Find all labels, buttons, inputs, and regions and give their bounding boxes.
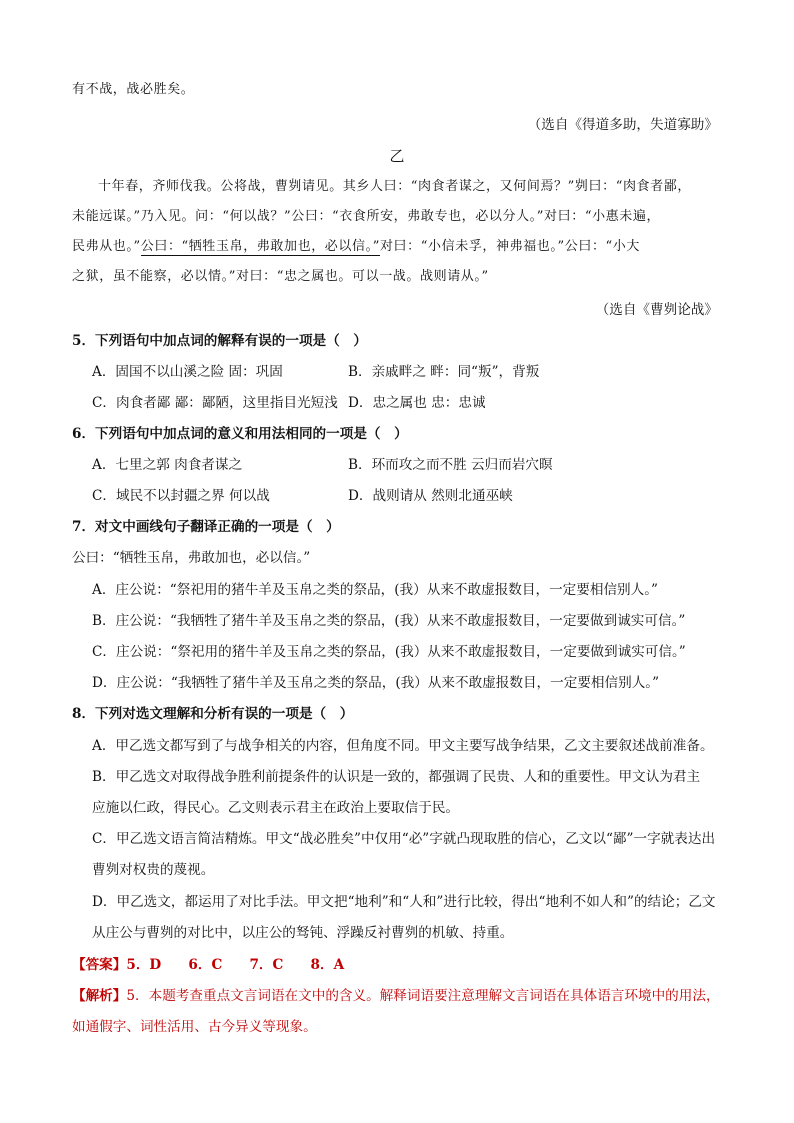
q8-option-d-line-1: D．甲乙选文，都运用了对比手法。甲文把“地利”和“人和”进行比较，得出“地利不如人和”的结论；乙文 xyxy=(92,894,716,910)
passage-b-line-3-pre: 民弗从也。” xyxy=(72,239,141,254)
passage-b-line-2: 未能远谋。”乃入见。问：“何以战？”公曰：“衣食所安，弗敢专也，必以分人。”对曰：“小惠未遍， xyxy=(72,209,661,224)
passage-a-tail: 有不战，战必胜矣。 xyxy=(72,82,195,97)
q8-stem: 8．下列对选文理解和分析有误的一项是（ ） xyxy=(72,706,354,722)
q7-option-a: A．庄公说：“祭祀用的猪牛羊及玉帛之类的祭品，(我）从来不敢虚报数目，一定要相信别人。” xyxy=(92,582,658,598)
q6-option-d: D．战则请从 然则北通巫峡 xyxy=(348,488,513,504)
analysis-line-1 xyxy=(72,986,720,1006)
q5-option-c: C．肉食者鄙 鄙：鄙陋，这里指目光短浅 xyxy=(92,395,338,411)
q5-stem: 5．下列语句中加点词的解释有误的一项是（ ） xyxy=(72,333,367,349)
passage-b-title: 乙 xyxy=(389,147,405,165)
answer-line xyxy=(72,955,344,975)
q5-option-d: D．忠之属也 忠：忠诚 xyxy=(348,395,486,411)
q7-option-d: D．庄公说：“我牺牲了猪牛羊及玉帛之类的祭品，(我）从来不敢虚报数目，一定要相信别人。” xyxy=(92,675,660,691)
source-b: （选自《曹刿论战》 xyxy=(595,302,718,318)
analysis-label: 【解析】 xyxy=(72,988,127,1004)
underlined-sentence: 公曰：“牺牲玉帛，弗敢加也，必以信。” xyxy=(140,239,380,254)
answer-label: 【答案】 xyxy=(72,957,127,973)
analysis-text-1: 5．本题考查重点文言词语在文中的含义。解释词语要注意理解文言词语在具体语言环境中的用法， xyxy=(126,988,720,1004)
q5-option-a: A．固国不以山溪之险 固：巩固 xyxy=(92,364,283,380)
answer-text: 5．D 6．C 7．C 8．A xyxy=(126,957,345,973)
q7-stem: 7．对文中画线句子翻译正确的一项是（ ） xyxy=(72,519,340,535)
q8-option-c-line-1: C．甲乙选文语言简洁精炼。甲文“战必胜矣”中仅用“必”字就凸现取胜的信心，乙文以“鄙”一字就表达出 xyxy=(92,831,716,847)
q6-option-a: A．七里之郭 肉食者谋之 xyxy=(92,457,243,473)
q8-option-c-line-2: 曹刿对权贵的蔑视。 xyxy=(92,862,215,878)
passage-b-line-4: 之狱，虽不能察，必以情。”对曰：“忠之属也。可以一战。战则请从。” xyxy=(72,269,489,284)
q8-option-d-line-2: 从庄公与曹刿的对比中，以庄公的驽钝、浮躁反衬曹刿的机敏、持重。 xyxy=(92,925,514,941)
q8-option-b-line-1: B．甲乙选文对取得战争胜利前提条件的认识是一致的，都强调了民贵、人和的重要性。甲文认为君主 xyxy=(92,769,701,785)
passage-b-line-1: 十年春，齐师伐我。公将战，曹刿请见。其乡人曰：“肉食者谋之，又何间焉？”刿曰：“肉食者鄙， xyxy=(98,179,691,194)
q8-option-a: A．甲乙选文都写到了与战争相关的内容，但角度不同。甲文主要写战争结果，乙文主要叙述战前准备。 xyxy=(92,738,714,754)
passage-b-line-3-post: 对曰：“小信未孚，神弗福也。”公曰：“小大 xyxy=(379,239,640,254)
q7-quote: 公曰：“牺牲玉帛，弗敢加也，必以信。” xyxy=(72,550,311,566)
source-a: （选自《得道多助，失道寡助》 xyxy=(527,117,718,133)
q6-option-c: C．域民不以封疆之界 何以战 xyxy=(92,488,270,504)
passage-b-line-3 xyxy=(72,237,640,257)
q8-option-b-line-2: 应施以仁政，得民心。乙文则表示君主在政治上要取信于民。 xyxy=(92,800,460,816)
q5-option-b: B．亲戚畔之 畔：同“叛”，背叛 xyxy=(348,364,540,380)
q6-stem: 6．下列语句中加点词的意义和用法相同的一项是（ ） xyxy=(72,426,408,442)
q7-option-b: B．庄公说：“我牺牲了猪牛羊及玉帛之类的祭品，(我）从来不敢虚报数目，一定要做到诚实可信。” xyxy=(92,613,686,629)
analysis-line-2: 如通假字、词性活用、古今异义等现象。 xyxy=(72,1019,317,1035)
q6-option-b: B．环而攻之而不胜 云归而岩穴暝 xyxy=(348,457,553,473)
q7-option-c: C．庄公说：“祭祀用的猪牛羊及玉帛之类的祭品，(我）从来不敢虚报数目，一定要做到诚实可信。” xyxy=(92,644,686,660)
